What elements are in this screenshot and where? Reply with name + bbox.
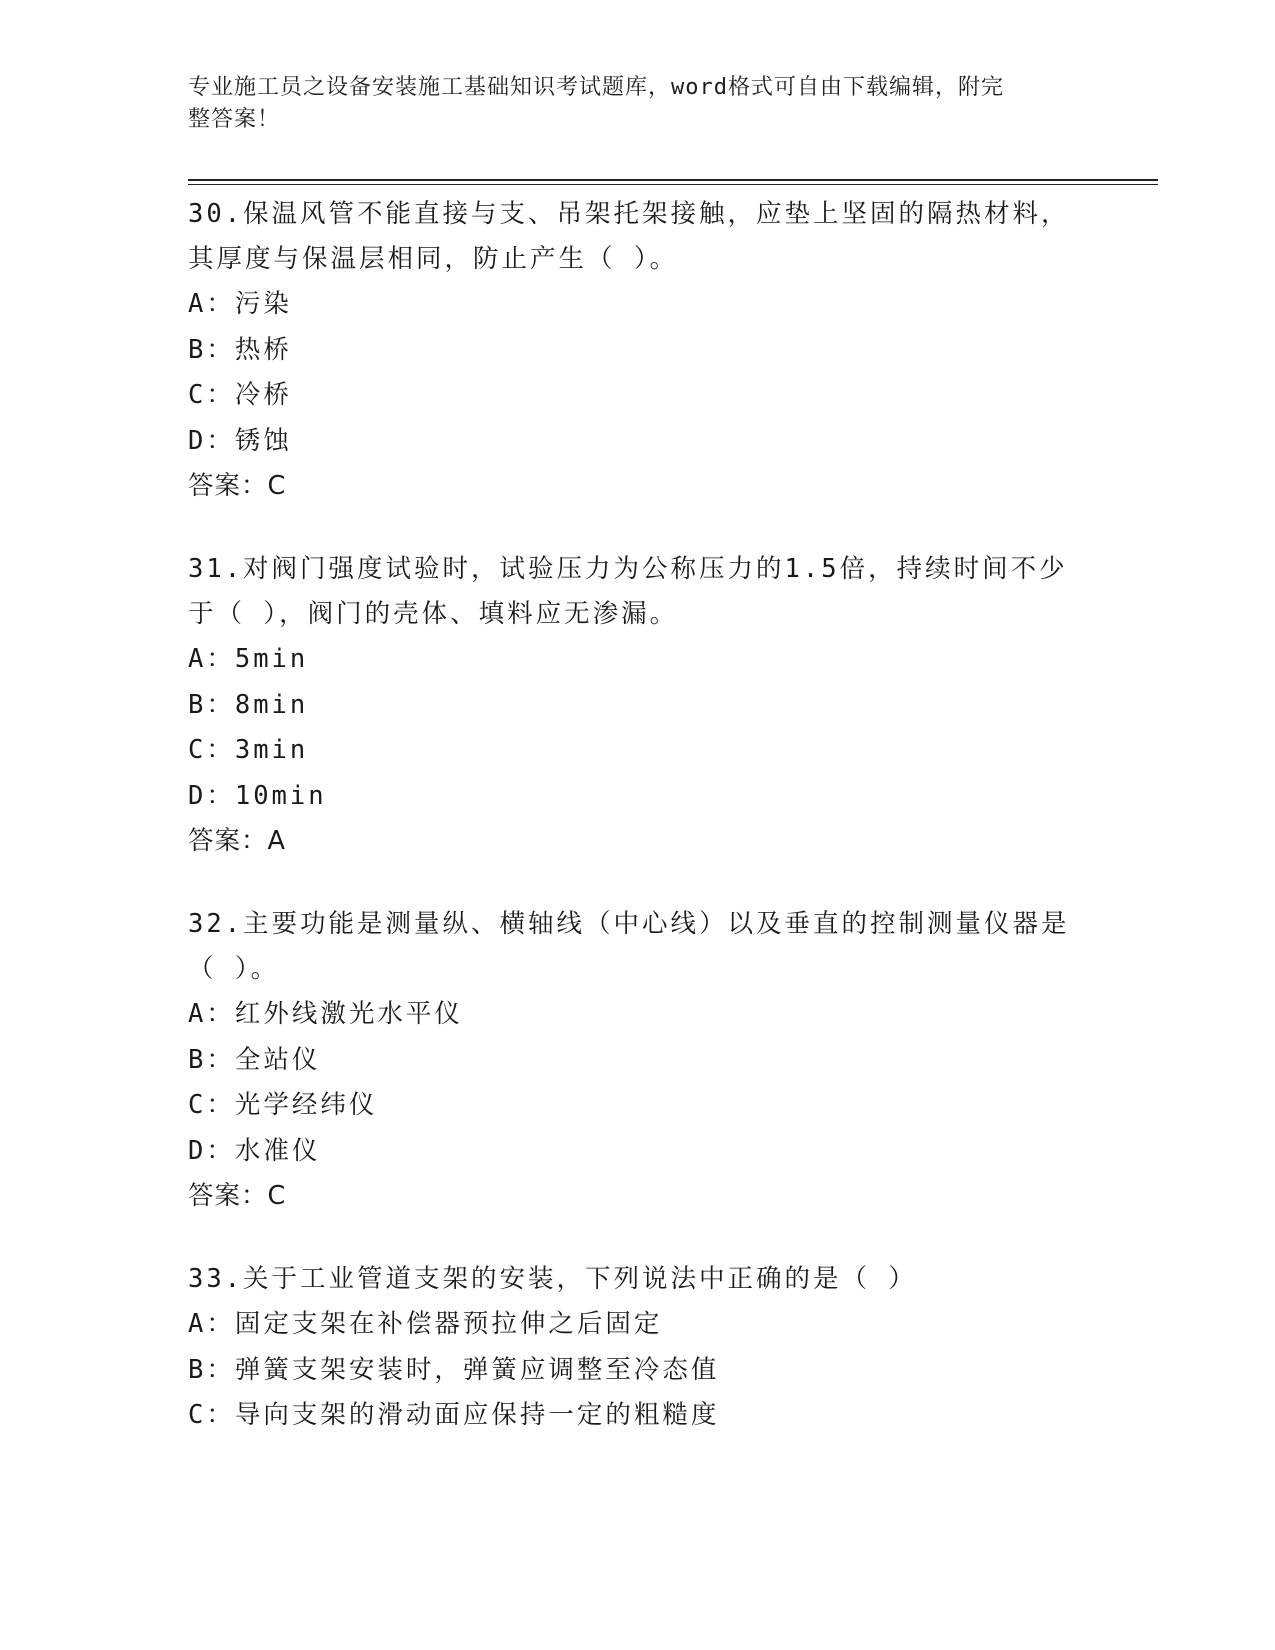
answer-line: 答案：A bbox=[188, 826, 286, 856]
header-line-2: 整答案！ bbox=[188, 107, 281, 132]
option-a: A：5min bbox=[188, 644, 309, 674]
option-d: D：锈蚀 bbox=[188, 425, 292, 456]
option-d: D：10min bbox=[188, 780, 327, 811]
document-page bbox=[188, 0, 1158, 1650]
option-d: D：水准仪 bbox=[188, 1135, 321, 1166]
answer-line: 答案：C bbox=[188, 471, 287, 501]
question-32 bbox=[188, 902, 1158, 1219]
question-33 bbox=[188, 1257, 1158, 1439]
option-c: C：冷桥 bbox=[188, 380, 292, 410]
question-list bbox=[188, 192, 1158, 1477]
question-text: 33.关于工业管道支架的安装，下列说法中正确的是（ ） bbox=[188, 1264, 917, 1294]
option-b: B：8min bbox=[188, 689, 309, 720]
option-b: B：弹簧支架安装时，弹簧应调整至冷态值 bbox=[188, 1354, 720, 1385]
header-divider bbox=[188, 179, 1158, 185]
question-text: 32.主要功能是测量纵、横轴线（中心线）以及垂直的控制测量仪器是（ ）。 bbox=[188, 909, 1070, 984]
document-header bbox=[188, 72, 1088, 136]
question-31 bbox=[188, 547, 1158, 864]
answer-line: 答案：C bbox=[188, 1181, 287, 1211]
question-30 bbox=[188, 192, 1158, 509]
option-b: B：热桥 bbox=[188, 334, 292, 365]
option-c: C：3min bbox=[188, 735, 309, 765]
option-c: C：导向支架的滑动面应保持一定的粗糙度 bbox=[188, 1400, 720, 1430]
question-text: 31.对阀门强度试验时，试验压力为公称压力的1.5倍，持续时间不少于（ ），阀门的壳体、填料应无渗漏。 bbox=[188, 554, 1068, 629]
option-a: A：污染 bbox=[188, 289, 292, 319]
option-a: A：红外线激光水平仪 bbox=[188, 999, 463, 1029]
option-c: C：光学经纬仪 bbox=[188, 1090, 378, 1120]
header-line-1: 专业施工员之设备安装施工基础知识考试题库，word格式可自由下载编辑，附完 bbox=[188, 75, 1004, 100]
question-text: 30.保温风管不能直接与支、吊架托架接触，应垫上坚固的隔热材料，其厚度与保温层相同，防止产生（ ）。 bbox=[188, 199, 1070, 274]
option-b: B：全站仪 bbox=[188, 1044, 321, 1075]
option-a: A：固定支架在补偿器预拉伸之后固定 bbox=[188, 1309, 663, 1339]
